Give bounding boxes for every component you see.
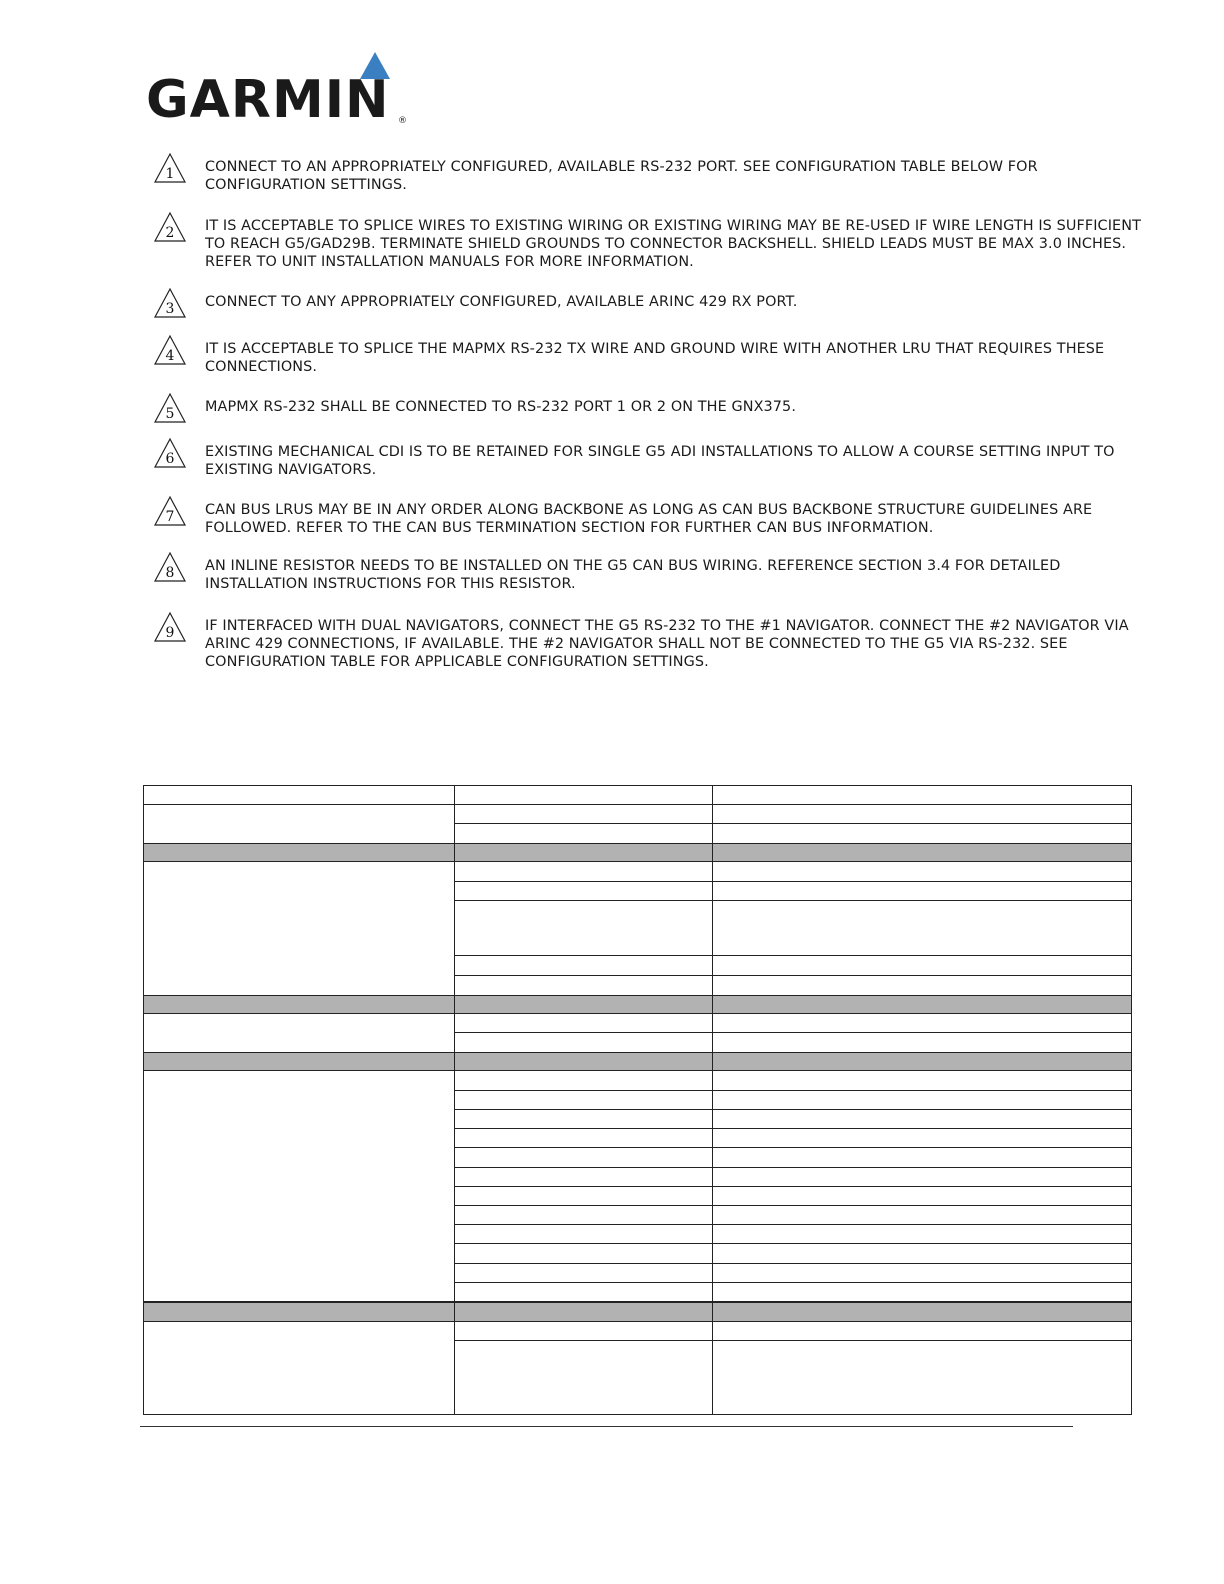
note-number-triangle-icon	[153, 152, 187, 184]
note-text: CONNECT TO AN APPROPRIATELY CONFIGURED, AVAILABLE RS-232 PORT. SEE CONFIGURATION TABLE BELOW FOR CONFIGURATION SETTINGS.	[205, 159, 1038, 193]
note-text: MAPMX RS-232 SHALL BE CONNECTED TO RS-232 PORT 1 OR 2 ON THE GNX375.	[205, 399, 796, 415]
note-number: 7	[165, 509, 175, 525]
garmin-logo	[146, 52, 416, 132]
note-number-triangle-icon	[153, 287, 187, 319]
note-number: 6	[165, 451, 175, 467]
registered-mark: ®	[398, 116, 407, 126]
note-number: 9	[165, 625, 175, 641]
note-text: CONNECT TO ANY APPROPRIATELY CONFIGURED, AVAILABLE ARINC 429 RX PORT.	[205, 294, 798, 310]
note-number-triangle-icon	[153, 611, 187, 643]
configuration-table	[143, 785, 1132, 1415]
note-text: IT IS ACCEPTABLE TO SPLICE WIRES TO EXISTING WIRING OR EXISTING WIRING MAY BE RE-USED IF WIRE LENGTH IS SUFFICIENT TO REACH G5/GAD29B. TERMINATE SHIELD GROUNDS TO CONNECTOR BACKSHELL. SHIELD LEADS MUST BE MAX 3.0 INCHES. REFER TO UNIT INSTALLATION MANUALS FOR MORE INFORMATION.	[205, 218, 1142, 270]
note-text: CAN BUS LRUS MAY BE IN ANY ORDER ALONG BACKBONE AS LONG AS CAN BUS BACKBONE STRUCTURE GUIDELINES ARE FOLLOWED. REFER TO THE CAN BUS TERMINATION SECTION FOR FURTHER CAN BUS INFORMATION.	[205, 502, 1093, 536]
note-number-triangle-icon	[153, 392, 187, 424]
note-text: EXISTING MECHANICAL CDI IS TO BE RETAINED FOR SINGLE G5 ADI INSTALLATIONS TO ALLOW A COURSE SETTING INPUT TO EXISTING NAVIGATORS.	[205, 444, 1115, 478]
note-number: 3	[165, 301, 175, 317]
note-number-triangle-icon	[153, 437, 187, 469]
note-text: IT IS ACCEPTABLE TO SPLICE THE MAPMX RS-232 TX WIRE AND GROUND WIRE WITH ANOTHER LRU THAT REQUIRES THESE CONNECTIONS.	[205, 341, 1105, 375]
note-number-triangle-icon	[153, 334, 187, 366]
note-number-triangle-icon	[153, 495, 187, 527]
note-number: 1	[165, 166, 175, 182]
note-text: IF INTERFACED WITH DUAL NAVIGATORS, CONNECT THE G5 RS-232 TO THE #1 NAVIGATOR. CONNECT THE #2 NAVIGATOR VIA ARINC 429 CONNECTIONS, IF AVAILABLE. THE #2 NAVIGATOR SHALL NOT BE CONNECTED TO THE G5 VIA RS-232. SEE CONFIGURATION TABLE FOR APPLICABLE CONFIGURATION SETTINGS.	[205, 618, 1129, 670]
note-text: AN INLINE RESISTOR NEEDS TO BE INSTALLED ON THE G5 CAN BUS WIRING. REFERENCE SECTION 3.4 FOR DETAILED INSTALLATION INSTRUCTIONS FOR THIS RESISTOR.	[205, 558, 1061, 592]
note-number: 2	[165, 225, 175, 241]
footer-rule	[140, 1426, 1073, 1427]
note-number-triangle-icon	[153, 211, 187, 243]
note-number: 4	[165, 348, 175, 364]
note-number: 8	[165, 565, 175, 581]
note-number-triangle-icon	[153, 551, 187, 583]
note-number: 5	[165, 406, 175, 422]
table-border	[143, 785, 1132, 1415]
garmin-wordmark: GARMIN	[146, 70, 390, 130]
